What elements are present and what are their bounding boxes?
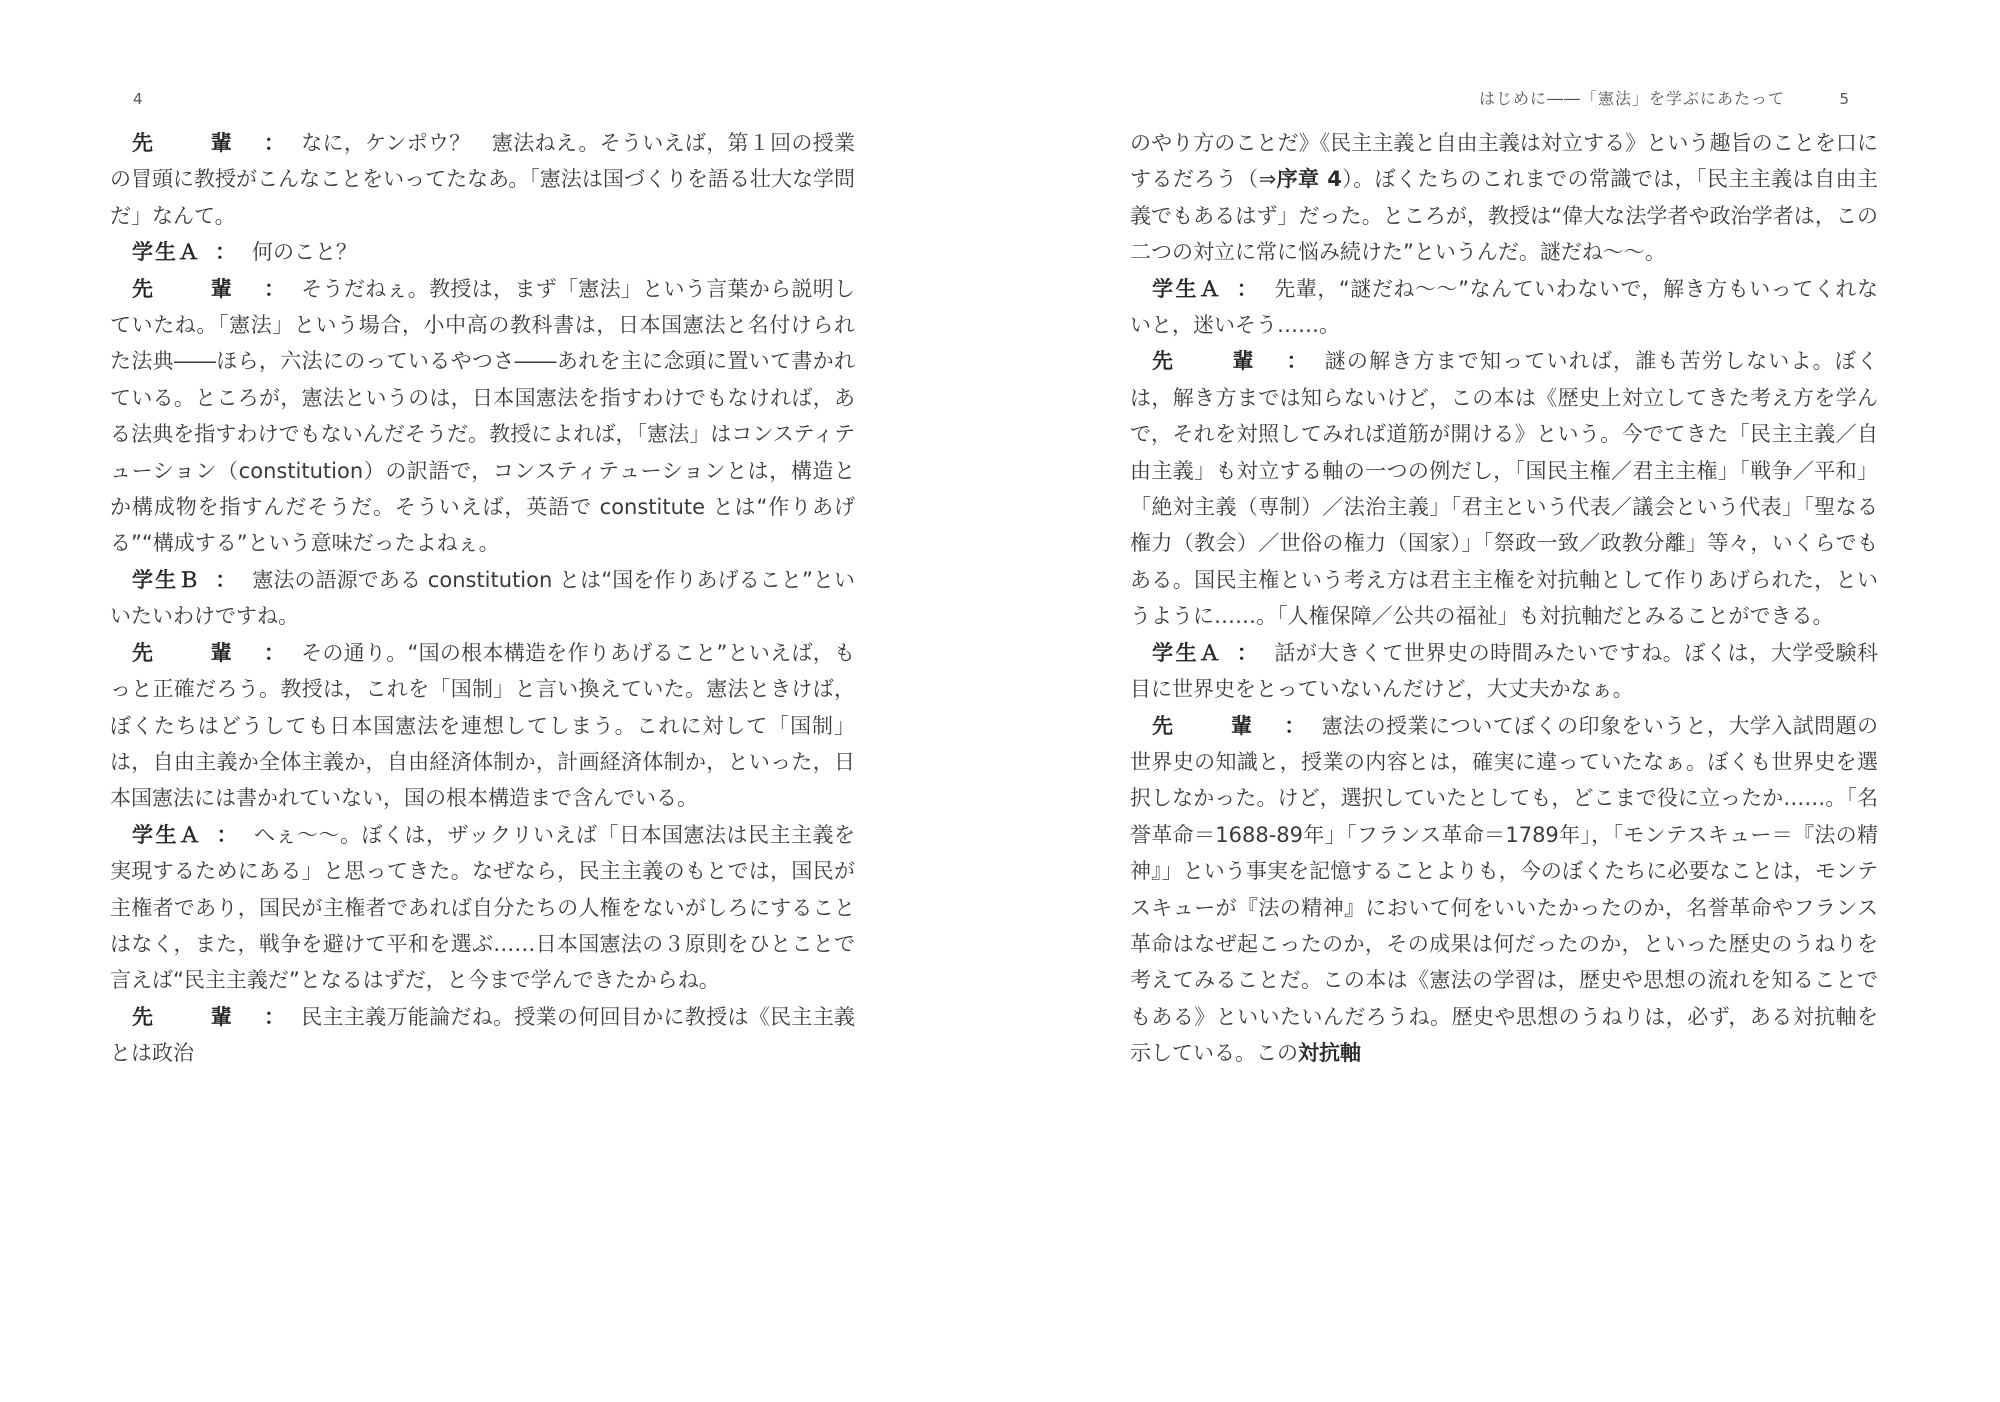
dialogue-line (110, 125, 855, 234)
speaker-colon: ： (1236, 640, 1261, 665)
speaker-colon: ： (263, 131, 288, 155)
speaker-label: 先 輩 (1152, 349, 1273, 374)
speaker-label: 学生Ａ (132, 240, 201, 265)
speaker-label: 先 輩 (1152, 713, 1271, 738)
speaker-colon: ： (216, 822, 240, 847)
dialogue-text: なに，ケンポウ？ 憲法ねえ。そういえば，第１回の授業の冒頭に教授がこんなことをいってたなあ。「憲法は国づくりを語る壮大な学問だ」なんて。 (110, 131, 856, 228)
dialogue-line (110, 234, 855, 270)
dialogue-text: 先輩，“謎だね～～”なんていわないで，解き方もいってくれないと，迷いそう……。 (1130, 276, 1879, 338)
dialogue-text: 憲法の授業についてぼくの印象をいうと，大学入試問題の世界史の知識と，授業の内容とは，確実に違っていたなぁ。ぼくも世界史を選択しなかった。けど，選択していたとしても，どこまで役に立ったか……。「名誉革命＝1688-89年」「フランス革命＝1789年」，「モンテスキュー＝『法の精神』」という事実を記憶することよりも，今のぼくたちに必要なことは，モンテスキューが『法の精神』において何をいいたかったのか，名誉革命やフランス革命はなぜ起こったのか，その成果は何だったのか，といった歴史のうねりを考えてみることだ。この本は《憲法の学習は，歴史や思想の流れを知ることでもある》といいたいんだろうね。歴史や思想のうねりは，必ず，ある対抗軸を示している。この (1130, 713, 1879, 1066)
dialogue-text: 話が大きくて世界史の時間みたいですね。ぼくは，大学受験科目に世界史をとっていないんだけど，大丈夫かなぁ。 (1130, 640, 1879, 702)
speaker-label: 学生Ｂ (132, 567, 202, 592)
speaker-colon: ： (1284, 713, 1308, 738)
dialogue-line (110, 999, 855, 1072)
speaker-label: 先 輩 (132, 640, 250, 665)
dialogue-line (1130, 708, 1878, 1072)
dialogue-text: 何のこと？ (252, 240, 357, 265)
speaker-colon: ： (263, 276, 288, 301)
speaker-label: 学生Ａ (132, 822, 203, 847)
speaker-label: 先 輩 (132, 1004, 250, 1029)
dialogue-line (1130, 343, 1878, 634)
dialogue-text: 憲法の語源である constitution とは“国を作りあげること”といいたいわけですね。 (110, 567, 856, 629)
page-body (1130, 125, 1878, 1072)
speaker-colon: ： (263, 1004, 288, 1029)
dialogue-text: 謎の解き方まで知っていれば，誰も苦労しないよ。ぼくは，解き方までは知らないけど，この本は《歴史上対立してきた考え方を学んで，それを対照してみれば道筋が開ける》という。今でてきた「民主主義／自由主義」も対立する軸の一つの例だし，「国民主権／君主主権」「戦争／平和」「絶対主義（専制）／法治主義」「君主という代表／議会という代表」「聖なる権力（教会）／世俗の権力（国家）」「祭政一致／政教分離」等々，いくらでもある。国民主権という考え方は君主主権を対抗軸として作りあげられた，というように……。「人権保障／公共の福祉」も対抗軸だとみることができる。 (1130, 349, 1879, 629)
continued-text: のやり方のことだ》《民主主義と自由主義は対立する》という趣旨のことを口にするだろう（⇒ (1130, 131, 1878, 192)
dialogue-line (110, 562, 855, 635)
continued-paragraph (1130, 125, 1878, 271)
dialogue-line (1130, 271, 1878, 344)
page-body (110, 125, 855, 1072)
speaker-label: 学生Ａ (1152, 640, 1223, 665)
emphasis-term: 対抗軸 (1298, 1041, 1361, 1066)
dialogue-text: そうだねぇ。教授は，まず「憲法」という言葉から説明していたね。「憲法」という場合，小中高の教科書は，日本国憲法と名付けられた法典――ほら，六法にのっているやつさ――あれを主に念頭に置いて書かれている。ところが，憲法というのは，日本国憲法を指すわけでもなければ，ある法典を指すわけでもないんだそうだ。教授によれば，「憲法」はコンスティテューション（constitution）の訳語で，コンスティテューションとは，構造とか構成物を指すんだそうだ。そういえば，英語で constitute とは“作りあげる”“構成する”という意味だったよねぇ。 (110, 276, 856, 556)
dialogue-text: へぇ～～。ぼくは，ザックリいえば「日本国憲法は民主主義を実現するためにある」と思ってきた。なぜなら，民主主義のもとでは，国民が主権者であり，国民が主権者であれば自分たちの人権をないがしろにすることはなく，また，戦争を避けて平和を選ぶ……日本国憲法の３原則をひとことで言えば“民主主義だ”となるはずだ，と今まで学んできたからね。 (110, 822, 856, 993)
page-number: 4 (133, 90, 144, 108)
speaker-colon: ： (215, 567, 239, 592)
dialogue-line (110, 635, 855, 817)
speaker-colon: ： (1236, 276, 1261, 301)
continued-text-end: ）。ぼくたちのこれまでの常識では，「民主主義は自由主義でもあるはず」だった。ところが，教授は“偉大な法学者や政治学者は，この二つの対立に常に悩み続けた”というんだ。謎だね～～。 (1130, 167, 1878, 265)
right-page (1000, 0, 2000, 1402)
speaker-label: 学生Ａ (1152, 276, 1223, 301)
dialogue-text: その通り。“国の根本構造を作りあげること”といえば，もっと正確だろう。教授は，これを「国制」と言い換えていた。憲法ときけば，ぼくたちはどうしても日本国憲法を連想してしまう。これに対して「国制」は，自由主義か全体主義か，自由経済体制か，計画経済体制か，といった，日本国憲法には書かれていない，国の根本構造まで含んでいる。 (110, 640, 856, 811)
speaker-colon: ： (215, 240, 238, 265)
running-head: はじめに――「憲法」を学ぶにあたって (1478, 89, 1785, 108)
dialogue-text: 民主主義万能論だね。授業の何回目かに教授は《民主主義とは政治 (110, 1004, 856, 1066)
speaker-colon: ： (263, 640, 288, 665)
cross-reference: 序章 4 (1276, 167, 1342, 192)
dialogue-line (1130, 635, 1878, 708)
page-number: 5 (1839, 90, 1850, 108)
dialogue-line (110, 817, 855, 999)
dialogue-line (110, 271, 855, 562)
speaker-label: 先 輩 (132, 131, 250, 155)
speaker-label: 先 輩 (132, 276, 250, 301)
speaker-colon: ： (1286, 349, 1311, 374)
